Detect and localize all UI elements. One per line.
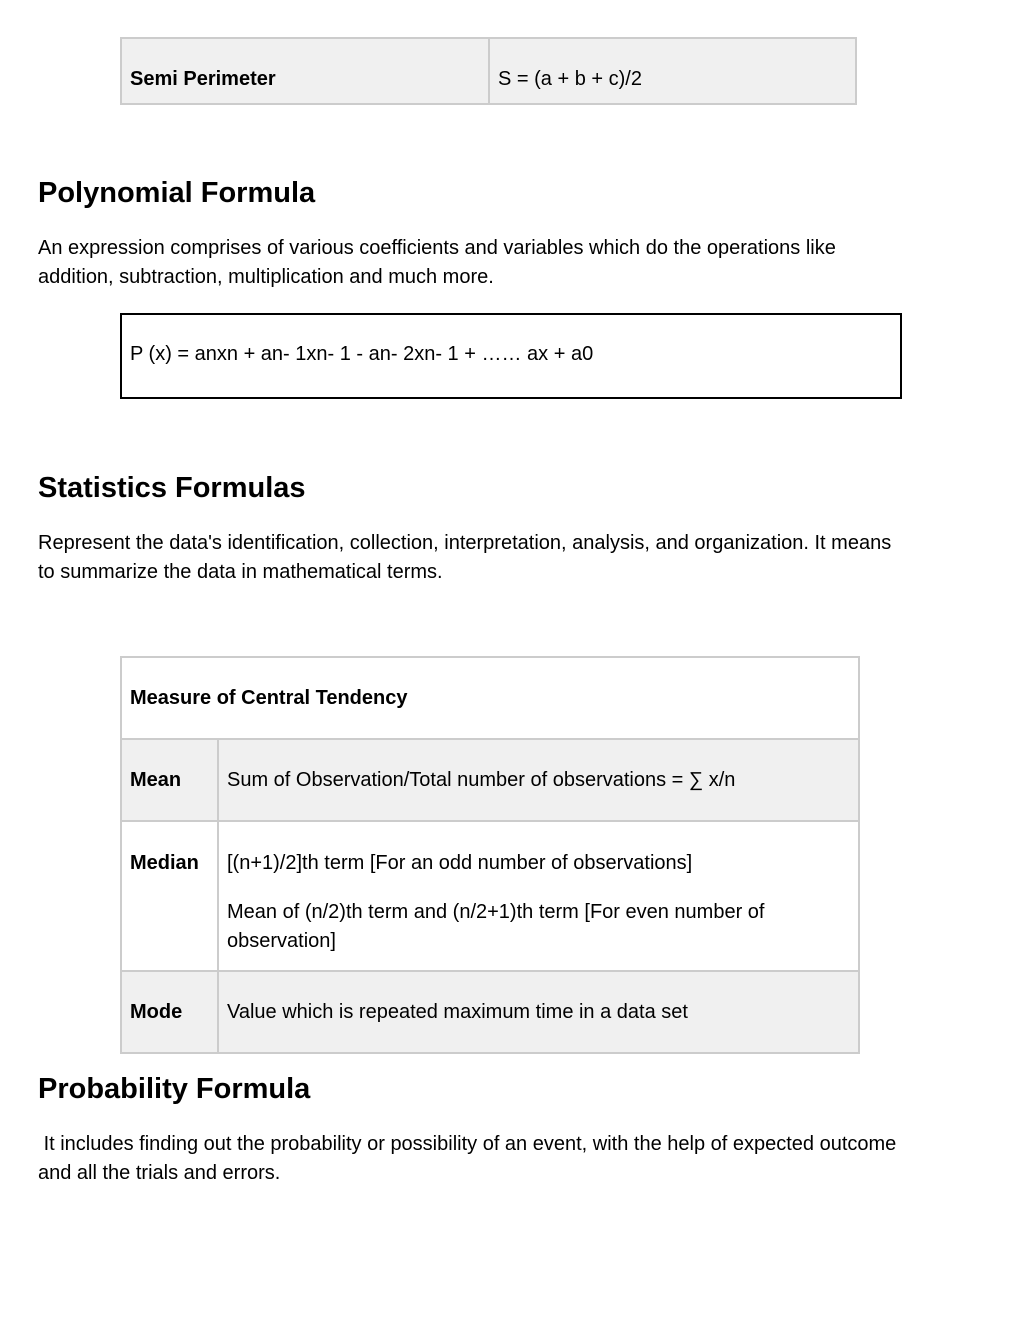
semi-perimeter-row [121,38,856,104]
statistics-heading: Statistics Formulas [38,472,306,504]
median-even-rule: Mean of (n/2)th term and (n/2+1)th term [For even number of observation] [227,901,765,952]
semi-perimeter-label: Semi Perimeter [121,38,489,104]
polynomial-formula-box [120,313,902,399]
table-row-mean [121,739,859,821]
probability-heading: Probability Formula [38,1073,311,1105]
polynomial-description: An expression comprises of various coefficients and variables which do the operations like addition, subtraction, multiplication and much more. [38,237,836,288]
median-term: Median [121,821,218,971]
table-row-median [121,821,859,971]
mode-definition: Value which is repeated maximum time in a data set [218,971,859,1053]
mean-term: Mean [121,739,218,821]
polynomial-heading: Polynomial Formula [38,177,316,209]
statistics-description: Represent the data's identification, collection, interpretation, analysis, and organization. It means to summarize the data in mathematical terms. [38,532,892,583]
semi-perimeter-formula: S = (a + b + c)/2 [489,38,856,104]
median-odd-rule: [(n+1)/2]th term [For an odd number of observations] [227,852,693,874]
probability-description: It includes finding out the probability or possibility of an event, with the help of expected outcome and all the trials and errors. [38,1133,902,1184]
table-row-mode [121,971,859,1053]
mean-definition: Sum of Observation/Total number of observations = ∑ x/n [218,739,859,821]
median-definition [218,821,859,971]
mode-term: Mode [121,971,218,1053]
table-header: Measure of Central Tendency [121,657,859,739]
table-header-row [121,657,859,739]
polynomial-formula: P (x) = anxn + an- 1xn- 1 - an- 2xn- 1 + …… ax + a0 [130,343,594,365]
semi-perimeter-table [120,37,857,105]
central-tendency-table [120,656,860,1054]
